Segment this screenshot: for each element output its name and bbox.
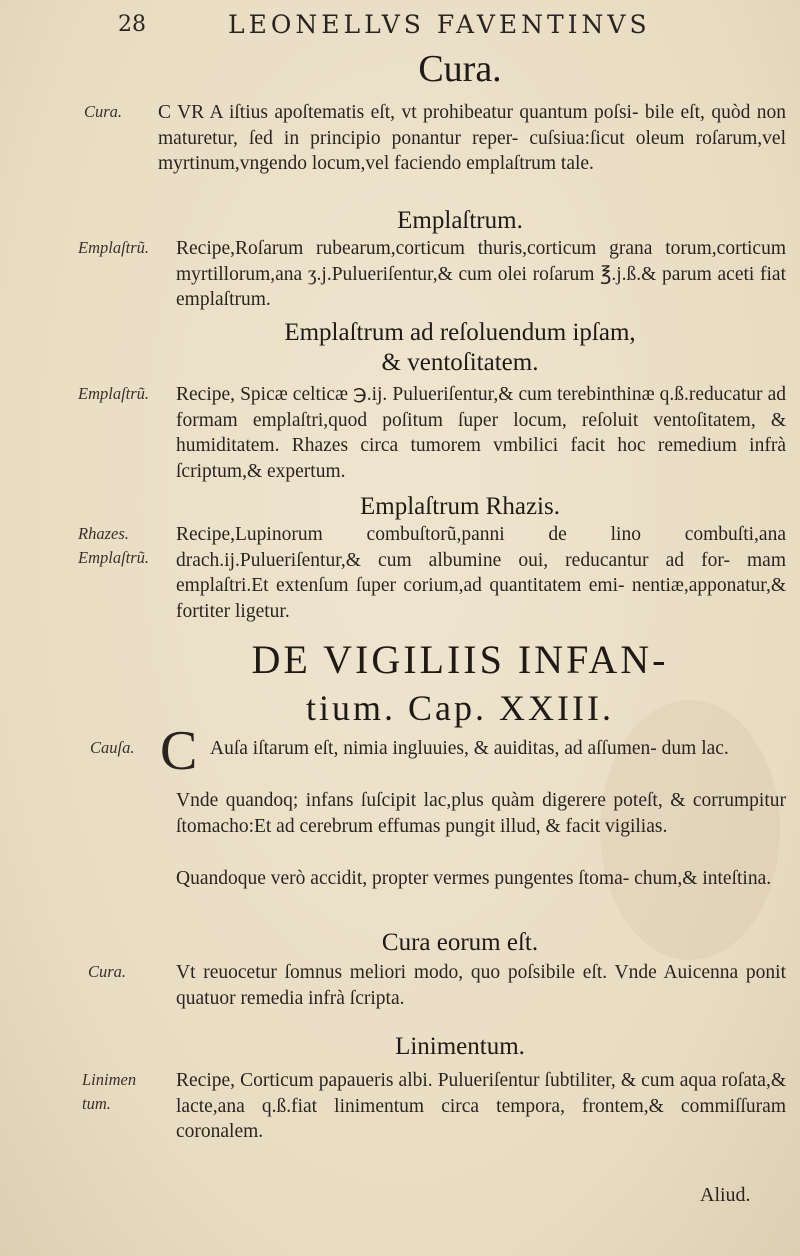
running-head xyxy=(118,8,758,42)
margin-note-linimentum-2: tum. xyxy=(82,1094,111,1113)
paragraph-cura: C VR A iſtius apoſtematis eſt, vt prohibeatur quantum poſsi- bile eſt, quòd non maturetur, ſed in principio ponantur reper- cuſsiua:ſicut oleum roſarum,vel myrtinum,vngendo locum,vel faciendo emplaſtrum tale. xyxy=(158,102,786,175)
page-number: 28 xyxy=(118,12,146,37)
margin-note-emplastrum-3: Emplaſtrũ. xyxy=(78,548,150,567)
paragraph-linimentum: Recipe, Corticum papaueris albi. Pulueriſentur ſubtiliter, & cum aqua roſata,& lacte,ana q.ß.fiat linimentum circa tempora, frontem,& commiſſuram coronalem. xyxy=(176,1070,786,1143)
running-title: LEONELLVS FAVENTINVS xyxy=(228,10,651,39)
paragraph-emplastrum-rhazis: Recipe,Lupinorum combuſtorũ,panni de lino combuſti,ana drach.ij.Pulueriſentur,& cum albumine oui, reducantur ad for- mam emplaſtri.Et extenſum ſuper corium,ad quantitatem emi- nentiæ,apponatur,& fortiter ligetur. xyxy=(176,524,786,622)
margin-note-rhazes: Rhazes. xyxy=(78,524,129,543)
paragraph-emplastrum-2: Recipe, Spicæ celticæ ℈.ij. Pulueriſentur,& cum terebinthinæ q.ß.reducatur ad formam emplaſtri,quod poſitum ſuper locum, reſoluit ventoſitatem, & humiditatem. Rhazes circa tumorem vmbilici facit hoc remedium infrà ſcriptum,& expertum. xyxy=(176,384,786,482)
section-heading-linimentum: Linimentum. xyxy=(395,1033,525,1060)
margin-note-emplastrum-1: Emplaſtrũ. xyxy=(78,238,150,257)
section-heading-cura-eorum: Cura eorum eſt. xyxy=(381,929,539,956)
margin-note-linimentum-1: Linimen xyxy=(82,1070,137,1089)
section-heading-ventositatem: & ventoſitatem. xyxy=(381,349,539,376)
margin-note-emplastrum-2: Emplaſtrũ. xyxy=(78,384,150,403)
catchword: Aliud. xyxy=(700,1184,751,1206)
margin-note-cura-2: Cura. xyxy=(88,962,127,981)
section-heading-emplastrum: Emplaſtrum. xyxy=(397,207,523,234)
chapter-heading-number: tium. Cap. XXIII. xyxy=(306,688,614,728)
paragraph-emplastrum-1: Recipe,Roſarum rubearum,corticum thuris,corticum grana torum,corticum myrtillorum,ana ʒ.j.Pulueriſentur,& cum olei roſarum ℥.j.ß.& parum aceti fiat emplaſtrum. xyxy=(176,238,786,311)
paragraph-cura-eorum: Vt reuocetur ſomnus meliori modo, quo poſsibile eſt. Vnde Auicenna ponit quatuor remedia infrà ſcripta. xyxy=(176,962,786,1009)
paragraph-causa-3: Quandoque verò accidit, propter vermes pungentes ſtoma- chum,& inteſtina. xyxy=(176,868,772,889)
paragraph-causa-2: Vnde quandoq; infans ſuſcipit lac,plus quàm digerere poteſt, & corrumpitur ſtomacho:Et ad cerebrum effumas pungit illud, & facit vigilias. xyxy=(176,790,786,837)
section-heading-cura: Cura. xyxy=(418,48,502,90)
section-heading-emplastrum-resoluendum: Emplaſtrum ad reſoluendum ipſam, xyxy=(284,319,636,346)
section-heading-emplastrum-rhazis: Emplaſtrum Rhazis. xyxy=(360,493,560,520)
paragraph-causa-1: Auſa iſtarum eſt, nimia ingluuies, & auiditas, ad aſſumen- dum lac. xyxy=(210,738,729,759)
margin-note-cura: Cura. xyxy=(84,102,123,121)
margin-note-causa: Cauſa. xyxy=(90,738,135,757)
drop-cap: C xyxy=(160,720,198,782)
chapter-heading: DE VIGILIIS INFAN- xyxy=(251,637,669,682)
